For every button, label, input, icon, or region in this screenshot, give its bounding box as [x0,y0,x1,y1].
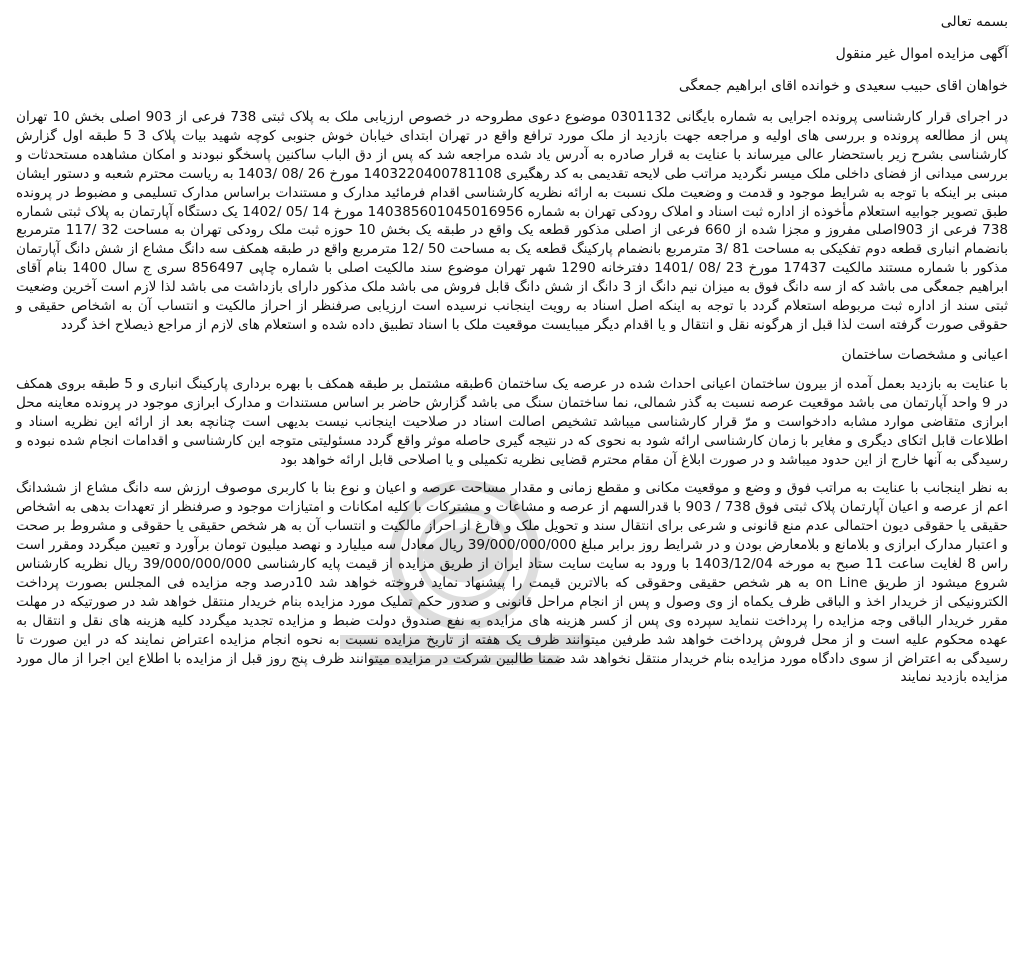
expert-report-paragraph: در اجرای قرار کارشناسی پرونده اجرایی به شماره بایگانی 0301132 موضوع دعوی مطروحه در خصوص ارزیابی ملک به پلاک ثبتی 738 فرعی از 903 اصلی بخش 10 تهران پس از مطالعه پرونده و بررسی های اولیه و مراجعه جهت بازدید از ملک مورد ترافع واقع در تهران ابتدای خیابان خوش جنوبی کوچه شهید بیات پلاک 3 5 طبقه اول گزارش کارشناسی بشرح زیر باستحضار عالی میرساند با عنایت به قرار صادره به آدرس یاد شده مراجعه شد که پس از دق الباب ساکنین پاسخگو نبودند و امکان مشاهده مستحدثات و بررسی میدانی از فضای داخلی ملک میسر نگردید مراتب طی لایحه تقدیمی به کد رهگیری 140322040078​1108 مورخ 26 /08 /1403 به ریاست محترم شعبه و دستور ایشان مبنی بر اینکه با توجه به شرایط موجود و قدمت و وضعیت ملک نسبت به ارائه نظریه کارشناسی اقدام فرمائید مدارک و مستندات براساس مدارک تسلیمی و مضبوط در پرونده طبق تصویر جوابیه استعلام مأخوذه از اداره ثبت اسناد و املاک رودکی تهران به شماره 140385601045016956 مورخ 14 /05 /1402 یک دستگاه آپارتمان به پلاک ثبتی شماره 738 فرعی از 903اصلی مفروز و مجزا شده از 660 فرعی از اصلی مذکور قطعه یک واقع در طبقه یک بخش 10 حوزه ثبت ملک رودکی تهران به مساحت 32 /117 مترمربع بانضمام انباری قطعه دوم تفکیکی به مساحت 81 /3 مترمربع بانضمام پارکینگ قطعه یک به مساحت 50 /12 مترمربع واقع در طبقه همکف سه دانگ مشاع از شش دانگ آپارتمان مذکور با شماره مستند مالکیت 17437 مورخ 23 /08 /1401 دفترخانه 1290 شهر تهران موضوع سند مالکیت اصلی با شماره چاپی 856497 سری ج سال 1400 بنام آقای ابراهیم جمعگی می باشد که از سه دانگ فوق به میزان نیم دانگ از 3 دانگ از شش دانگ قابل فروش می باشد ملک مذکور دارای بازداشت می باشد لذا لازم است آخرین وضعیت ثبتی سند از اداره ثبت مربوطه استعلام گردد با توجه به اینکه اصل اسناد به رویت اینجانب نرسیده است ارزیابی صرفنظر از احراز مالکیت و انتساب آن به اشخاص حقیقی و حقوقی صورت گرفته است لذا قبل از هرگونه نقل و انتقال و یا اقدام دیگر میبایست موقعیت ملک با اسناد تطبیق داده شده و استعلام های لازم از مراجع ذیصلاح اخذ گردد [16,109,1009,333]
header-basmala: بسمه تعالی [940,14,1008,30]
case-parties: خواهان اقای حبیب سعیدی و خوانده اقای ابراهیم جمعگی [678,78,1008,94]
building-specs-paragraph: با عنایت به بازدید بعمل آمده از بیرون ساختمان اعیانی احداث شده در عرصه یک ساختمان 6طبقه مشتمل بر طبقه همکف با بهره برداری پارکینگ انباری و 5 طبقه بروی همکف در 9 واحد آپارتمان می باشد موقعیت عرصه نسبت به گذر شمالی، نما ساختمان سنگ می باشد گزارش حاضر بر اساس مستندات و مدارک ابرازی موجود در پرونده معاینه محل ابرازی متقاضی موارد مشابه دادخواست و مرّ قرار کارشناسی میباشد تشخیص اصالت اسناد در صلاحیت اینجانب نیست بدیهی است چنانچه بعد از ارائه این نظریه اسناد و اطلاعات قابل اتکای دیگری و مغایر با زمان کارشناسی ارائه شود به نحوی که در نتیجه گیری حاصله موثر واقع گردد مسئولیتی متوجه این کارشناسی و اقدامات انجام شده نبوده و رسیدگی به آنها خارج از این حدود میباشد و در صورت ابلاغ آن مقام محترم قضایی نظریه تکمیلی و یا اصلاحی قابل ارائه خواهد بود [16,375,1008,468]
section-heading: اعیانی و مشخصات ساختمان [841,346,1008,363]
auction-terms-paragraph: به نظر اینجانب با عنایت به مراتب فوق و وضع و موقعیت مکانی و مقطع زمانی و مقدار مساحت عرصه و اعیان و نوع بنا با کاربری موصوف ارزش سه دانگ مشاع از ششدانگ اعم از عرصه و اعیان آپارتمان پلاک ثبتی فوق 738 / 903 با قدرالسهم از عرصه و مشاعات و مشترکات با کلیه امکانات و امتیازات موجود و صرفنظر از تعهدات بدهی به اشخاص حقیقی یا حقوقی دیون احتمالی عدم منع قانونی و شرعی برای انتقال سند و تحویل ملک و فارغ از احراز مالکیت و انتساب آن به هر شخص حقیقی یا حقوقی و مشروط بر صحت و اعتبار مدارک ابرازی و بلامانع و بلامعارض بودن و در شرایط روز برابر مبلغ 39/000/000/000 ریال معادل سه میلیارد و نهصد میلیون تومان برآورد و تعیین میگردد ومقرر است راس 8 لغایت ساعت 11 صبح به مورخه 1403/12/04 با ورود به سایت سایت ستاد ایران از طریق مزایده از قیمت پایه کارشناسی 39/000/000/000 ریال نظریه کارشناس شروع میشود از طریق on Line به هر شخص حقیقی وحقوقی که بالاترین قیمت را پیشنهاد نماید فروخته خواهد شد 10درصد وجه مزایده فی المجلس بصورت پرداخت الکترونیکی از خریدار اخذ و الباقی ظرف یکماه از وی وصول و پس از انجام مراحل قانونی و صدور حکم تملیک مورد مزایده بنام خریدار منتقل خواهد شد در صورتیکه در مهلت مقرر خریدار الباقی وجه مزایده را پرداخت ننماید سپرده وی پس از کسر هزینه های مزایده به نفع صندوق دولت ضبط و مزایده تجدید میگردد کلیه هزینه های نقل و انتقال به عهده محکوم علیه است و از محل فروش پرداخت خواهد شد طرفین میتوانند ظرف یک هفته از تاریخ مزایده نسبت به نحوه انجام مزایده اعتراض نمایند که در این صورت تا رسیدگی به اعتراض از سوی دادگاه مورد مزایده بنام خریدار منتقل نخواهد شد ضمنا طالبین شرکت در مزایده میتوانند ظرف پنج روز قبل از مزایده با اطلاع این اجرا از مال مورد مزایده بازدید نمایند [16,480,1008,686]
notice-title: آگهی مزایده اموال غیر منقول [835,46,1008,62]
